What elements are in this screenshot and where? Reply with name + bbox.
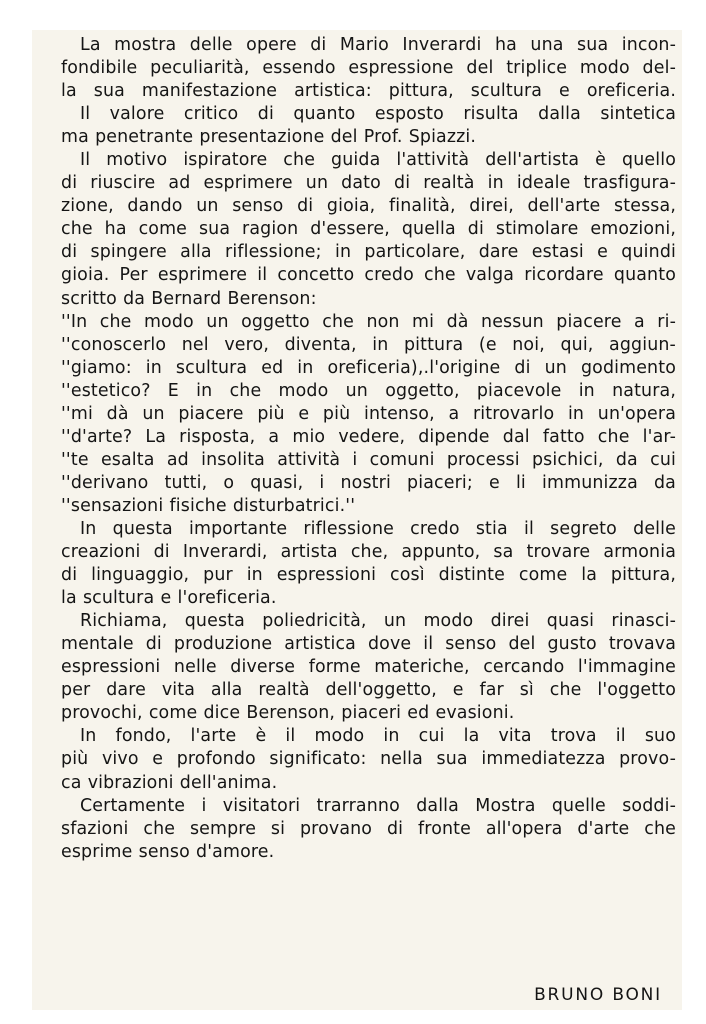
text-line: Richiama, questa poliedricità, un modo direi quasi rinasci-: [80, 611, 676, 632]
quote-line: ''In che modo un oggetto che non mi dà nessun piacere a ri-: [61, 311, 676, 332]
quote-line: ''sensazioni fisiche disturbatrici.'': [61, 495, 356, 516]
text-line: creazioni di Inverardi, artista che, appunto, sa trovare armonia: [61, 542, 676, 563]
quote-line: ''conoscerlo nel vero, diventa, in pittura (e noi, qui, aggiun-: [61, 334, 676, 355]
article-text: [61, 34, 676, 864]
text-line: che ha come sua ragion d'essere, quella di stimolare emozioni,: [61, 219, 676, 240]
text-line: esprime senso d'amore.: [61, 841, 275, 862]
text-line: Il valore critico di quanto esposto risulta dalla sintetica: [80, 104, 676, 125]
text-line: scritto da Bernard Berenson:: [61, 288, 317, 309]
quote-line: ''d'arte? La risposta, a mio vedere, dipende dal fatto che l'ar-: [61, 426, 676, 447]
text-line: provochi, come dice Berenson, piaceri ed evasioni.: [61, 703, 515, 724]
quote-line: ''te esalta ad insolita attività i comuni processi psichici, da cui: [61, 449, 676, 470]
text-line: gioia. Per esprimere il concetto credo che valga ricordare quanto: [61, 265, 676, 286]
quote-line: ''mi dà un piacere più e più intenso, a ritrovarlo in un'opera: [61, 403, 676, 424]
text-line: ma penetrante presentazione del Prof. Spiazzi.: [61, 127, 477, 148]
document-page: [32, 30, 682, 1010]
text-line: la sua manifestazione artistica: pittura, scultura e oreficeria.: [61, 81, 676, 102]
text-line: di linguaggio, pur in espressioni così distinte come la pittura,: [61, 565, 676, 586]
text-line: ca vibrazioni dell'anima.: [61, 772, 278, 793]
text-line: La mostra delle opere di Mario Inverardi ha una sua incon-: [80, 35, 676, 55]
text-line: di spingere alla riflessione; in particolare, dare estasi e quindi: [61, 242, 676, 263]
text-line: In fondo, l'arte è il modo in cui la vita trova il suo: [80, 726, 676, 747]
text-line: per dare vita alla realtà dell'oggetto, e far sì che l'oggetto: [61, 680, 676, 701]
text-line: la scultura e l'oreficeria.: [61, 588, 277, 609]
author-signature: BRUNO BONI: [534, 985, 662, 1005]
text-line: In questa importante riflessione credo stia il segreto delle: [80, 518, 676, 539]
text-line: zione, dando un senso di gioia, finalità, direi, dell'arte stessa,: [61, 196, 676, 217]
quote-line: ''derivano tutti, o quasi, i nostri piaceri; e li immunizza da: [61, 472, 676, 493]
text-line: di riuscire ad esprimere un dato di realtà in ideale trasfigura-: [61, 173, 676, 194]
text-line: sfazioni che sempre si provano di fronte all'opera d'arte che: [61, 818, 676, 839]
text-line: fondibile peculiarità, essendo espressione del triplice modo del-: [61, 58, 676, 79]
quote-line: ''giamo: in scultura ed in oreficeria),.l'origine di un godimento: [61, 357, 676, 378]
text-line: mentale di produzione artistica dove il senso del gusto trovava: [61, 634, 676, 655]
text-line: Certamente i visitatori trarranno dalla Mostra quelle soddi-: [80, 795, 676, 816]
text-line: più vivo e profondo significato: nella sua immediatezza provo-: [61, 749, 676, 770]
quote-line: ''estetico? E in che modo un oggetto, piacevole in natura,: [61, 380, 676, 401]
text-line: espressioni nelle diverse forme materiche, cercando l'immagine: [61, 657, 676, 678]
text-line: Il motivo ispiratore che guida l'attività dell'artista è quello: [80, 150, 676, 171]
